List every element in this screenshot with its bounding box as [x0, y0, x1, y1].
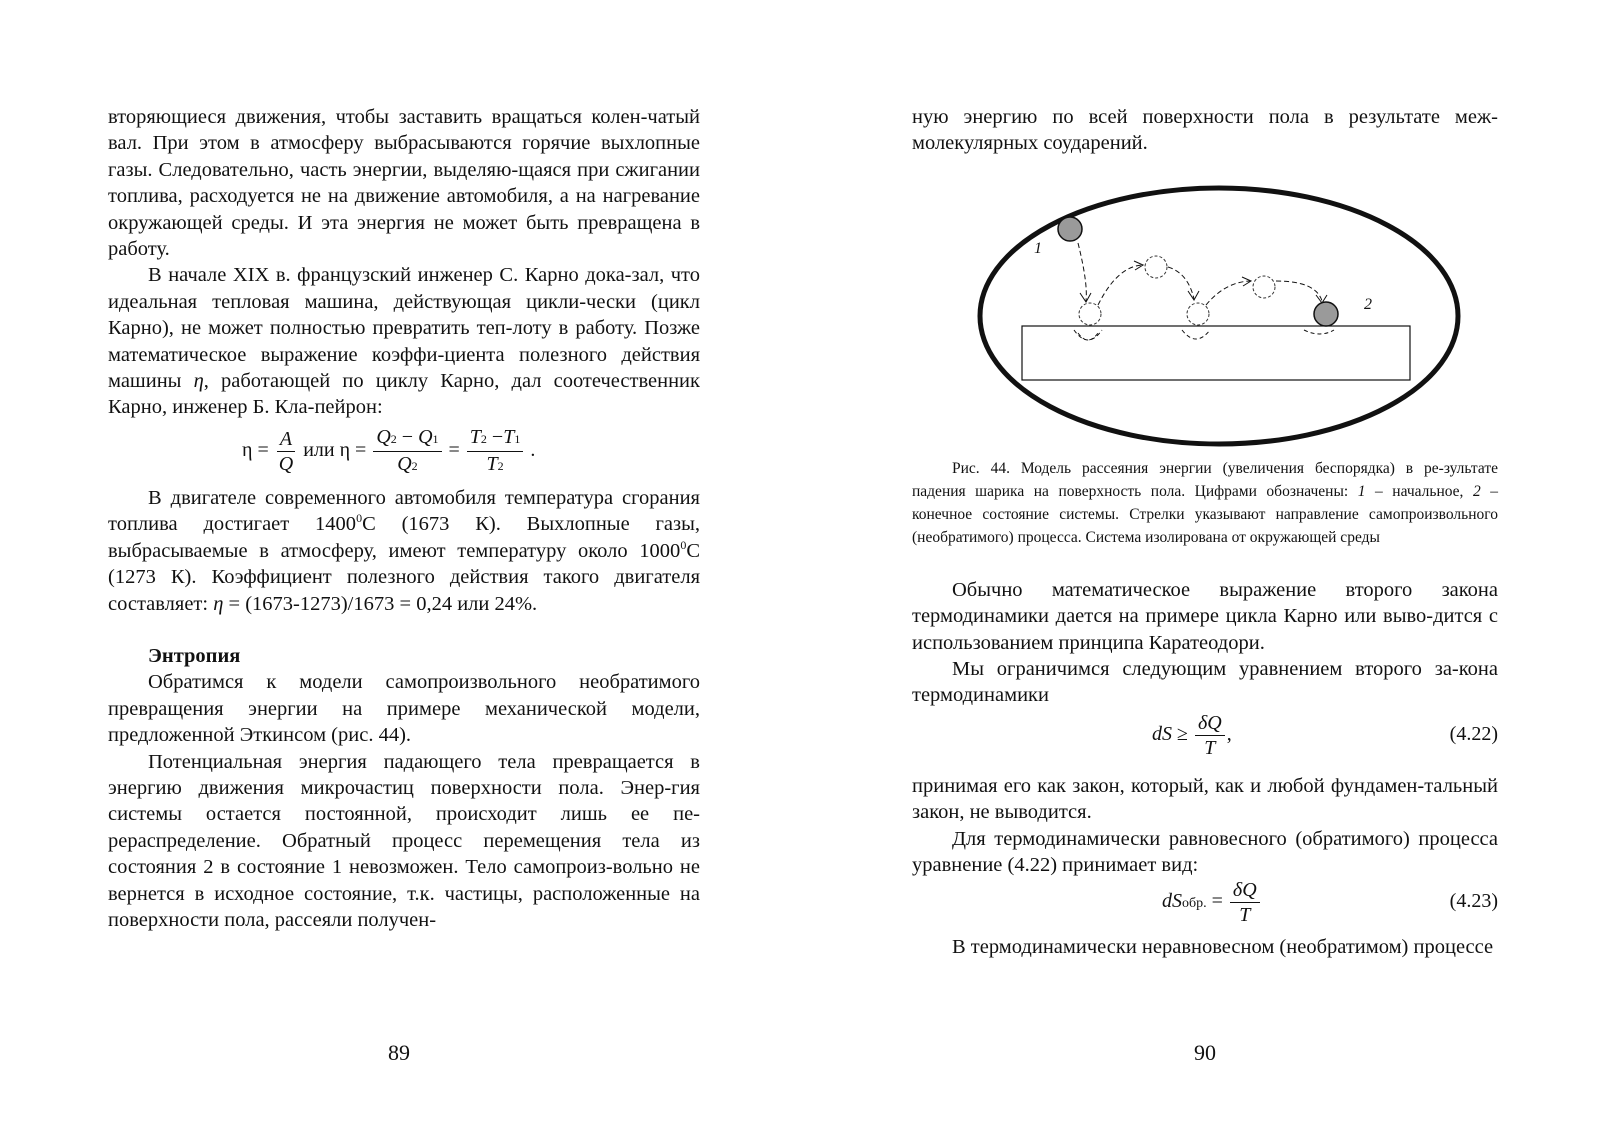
left-paragraph-1: вторяющиеся движения, чтобы заставить вращаться колен-чатый вал. При этом в атмосферу выбрасываются горячие выхлопные газы. Следовательно, часть энергии, выделяю-щаяся при сжигании топлива, расходуется не на движение автомобиля, а на нагревание окружающей среды. И эта энергия не может быть превращена в работу.	[108, 106, 700, 261]
left-paragraph-5: Потенциальная энергия падающего тела превращается в энергию движения микрочастиц поверхности пола. Энер-гия системы остается постоянной, происходит лишь ее пе-рераспределение. Обратный процесс перемещения тела из состояния 2 в состояние 1 невозможен. Тело самопроиз-вольно не вернется в исходное состояние, т.к. частицы, расположенные на поверхности пола, рассеяли получен-	[108, 750, 700, 931]
right-paragraph-1: ную энергию по всей поверхности пола в результате меж-молекулярных соударений.	[912, 106, 1498, 155]
right-paragraph-4: принимая его как закон, который, как и любой фундамен-тальный закон, не выводится.	[912, 774, 1498, 824]
trajectory-bounce-1	[1098, 265, 1144, 305]
floor-surface	[1022, 326, 1410, 380]
figure-44-diagram	[974, 181, 1464, 451]
right-paragraph-2: Обычно математическое выражение второго закона термодинамики дается на примере цикла Карно или выво-дится с использованием принципа Каратеодори.	[912, 578, 1498, 654]
ghost-ball-2	[1145, 256, 1167, 278]
equation-number-4-23: (4.23)	[1449, 890, 1498, 913]
right-page	[912, 104, 1498, 961]
equation-4-22: dS ≥ $\frac{\delta Q}{T}$ , (4.22)	[1152, 711, 1498, 759]
left-page	[108, 104, 700, 933]
fraction-t-difference: $\frac{T2 -T1}{T2}$	[467, 425, 524, 478]
label-state-1: 1	[1034, 239, 1042, 257]
ball-final-state	[1314, 302, 1338, 326]
ghost-ball-1	[1079, 303, 1101, 325]
right-paragraph-6: В термодинамически неравновесном (необратимом) процессе	[952, 936, 1494, 959]
left-paragraph-2: В начале XIX в. французский инженер С. Карно дока-зал, что идеальная тепловая машина, действующая цикли-чески (цикл Карно), не может полностью превратить теп-лоту в работу. Позже математическое выражение коэффи-циента полезного действия машины η, работающей по циклу Карно, дал соотечественник Карно, инженер Б. Кла-пейрон:	[108, 264, 700, 419]
efficiency-formula: η = $\frac{A}{Q}$ или η = $\frac{Q2 - Q1}{Q2}$ = $\frac{T2 -T1}{T2}$ .	[108, 421, 700, 485]
isolation-boundary	[980, 188, 1458, 444]
right-paragraph-5: Для термодинамически равновесного (обратимого) процесса уравнение (4.22) принимает вид:	[912, 827, 1498, 877]
ball-initial-state	[1058, 217, 1082, 241]
left-paragraph-4: Обратимся к модели самопроизвольного необратимого превращения энергии на примере механической модели, предложенной Эткинсом (рис. 44).	[108, 671, 700, 747]
eta-symbol: η	[193, 370, 204, 393]
fraction-a-over-q: $\frac{A}{Q}$	[278, 427, 294, 475]
equation-number-4-22: (4.22)	[1449, 722, 1498, 745]
figure-caption: Рис. 44. Модель рассеяния энергии (увеличения беспорядка) в ре-зультате падения шарика на поверхность пола. Цифрами обозначены: 1 – начальное, 2 – конечное состояние системы. Стрелки указывают направление самопроизвольного (необратимого) процесса. Система изолирована от окружающей среды	[912, 459, 1498, 546]
page-number-left: 89	[388, 1040, 410, 1065]
fraction-q-difference: $\frac{Q2 - Q1}{Q2}$	[373, 425, 441, 478]
ghost-ball-3	[1187, 303, 1209, 325]
ghost-ball-4	[1253, 276, 1275, 298]
trajectory-fall	[1078, 243, 1086, 301]
right-paragraph-3: Мы ограничимся следующим уравнением второго за-кона термодинамики	[912, 658, 1498, 707]
section-heading-entropy: Энтропия	[148, 644, 241, 667]
equation-4-23: dSобр. = $\frac{\delta Q}{T}$ (4.23)	[1162, 879, 1498, 927]
left-paragraph-3: В двигателе современного автомобиля температура сгорания топлива достигает 1400$^0$С (1673 К). Выхлопные газы, выбрасываемые в атмосферу, имеют температуру около 1000$^0$С (1273 К). Коэффициент полезного действия такого двигателя составляет: η = (1673-1273)/1673 = 0,24 или 24%.	[108, 486, 700, 615]
page-number-right: 90	[1194, 1040, 1216, 1065]
label-state-2: 2	[1364, 295, 1372, 313]
trajectory-bounce-2-down	[1276, 281, 1322, 301]
